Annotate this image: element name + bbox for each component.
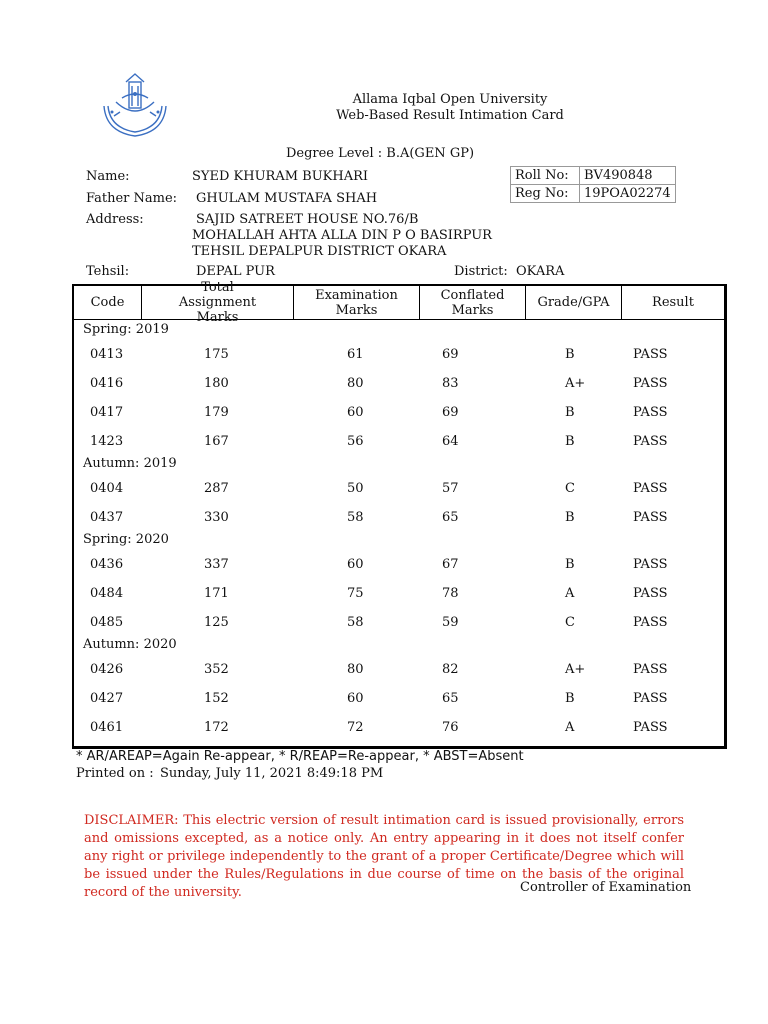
card-title: Web-Based Result Intimation Card (336, 108, 564, 123)
table-row (74, 369, 724, 398)
conflated-marks-cell: 57 (442, 481, 459, 496)
university-crest-icon (96, 72, 174, 142)
grade-cell: A+ (565, 662, 586, 677)
exam-marks-cell: 80 (347, 376, 364, 391)
assignment-marks-cell: 175 (204, 347, 229, 362)
father-name-label: Father Name: (86, 191, 178, 206)
controller-signatory: Controller of Examination (520, 880, 692, 895)
grade-cell: B (565, 405, 575, 420)
district-label: District: (454, 264, 508, 279)
reg-no-label: Reg No: (511, 185, 580, 203)
grade-cell: A+ (565, 376, 586, 391)
address-line-3: TEHSIL DEPALPUR DISTRICT OKARA (192, 244, 447, 259)
result-cell: PASS (633, 510, 668, 525)
table-row (74, 713, 724, 742)
conflated-marks-cell: 67 (442, 557, 459, 572)
assignment-marks-cell: 152 (204, 691, 229, 706)
grade-cell: B (565, 347, 575, 362)
exam-marks-cell: 56 (347, 434, 364, 449)
assignment-marks-cell: 172 (204, 720, 229, 735)
semester-heading: Autumn: 2019 (83, 456, 177, 471)
exam-marks-cell: 80 (347, 662, 364, 677)
result-cell: PASS (633, 662, 668, 677)
printed-on-label: Printed on : (76, 766, 154, 781)
roll-no-label: Roll No: (511, 167, 580, 185)
course-code-cell: 0484 (90, 586, 124, 601)
reg-no-value: 19POA02274 (580, 185, 676, 203)
printed-on-value: Sunday, July 11, 2021 8:49:18 PM (160, 766, 384, 781)
tehsil-value: DEPAL PUR (196, 264, 275, 279)
grade-cell: C (565, 615, 575, 630)
university-name: Allama Iqbal Open University (352, 92, 548, 107)
results-table (72, 280, 727, 749)
exam-marks-cell: 60 (347, 405, 364, 420)
table-row (74, 474, 724, 503)
assignment-marks-cell: 171 (204, 586, 229, 601)
result-cell: PASS (633, 720, 668, 735)
address-line-1: SAJID SATREET HOUSE NO.76/B (196, 212, 419, 227)
table-row (74, 427, 724, 456)
roll-reg-box (510, 166, 676, 203)
conflated-marks-cell: 69 (442, 405, 459, 420)
district-value: OKARA (516, 264, 565, 279)
table-row (74, 655, 724, 684)
conflated-marks-cell: 59 (442, 615, 459, 630)
table-row (74, 684, 724, 713)
grade-cell: B (565, 557, 575, 572)
roll-no-value: BV490848 (580, 167, 676, 185)
conflated-marks-cell: 65 (442, 691, 459, 706)
result-cell: PASS (633, 557, 668, 572)
result-cell: PASS (633, 691, 668, 706)
address-line-2: MOHALLAH AHTA ALLA DIN P O BASIRPUR (192, 228, 492, 243)
header-code: Code (74, 286, 142, 320)
semester-heading: Autumn: 2020 (83, 637, 177, 652)
assignment-marks-cell: 179 (204, 405, 229, 420)
grade-cell: B (565, 510, 575, 525)
result-cell: PASS (633, 434, 668, 449)
assignment-marks-cell: 352 (204, 662, 229, 677)
father-name: GHULAM MUSTAFA SHAH (196, 191, 378, 206)
tehsil-label: Tehsil: (86, 264, 130, 279)
student-name: SYED KHURAM BUKHARI (192, 169, 369, 184)
grade-cell: A (565, 720, 575, 735)
table-row (74, 503, 724, 532)
course-code-cell: 0413 (90, 347, 124, 362)
degree-level: Degree Level : B.A(GEN GP) (285, 146, 475, 161)
header-examination: Examination Marks (294, 286, 420, 320)
course-code-cell: 0461 (90, 720, 124, 735)
grade-cell: C (565, 481, 575, 496)
assignment-marks-cell: 167 (204, 434, 229, 449)
address-label: Address: (86, 212, 144, 227)
course-code-cell: 0426 (90, 662, 124, 677)
course-code-cell: 0427 (90, 691, 124, 706)
result-cell: PASS (633, 405, 668, 420)
exam-marks-cell: 58 (347, 615, 364, 630)
conflated-marks-cell: 78 (442, 586, 459, 601)
exam-marks-cell: 58 (347, 510, 364, 525)
header-grade: Grade/GPA (526, 286, 622, 320)
grade-cell: B (565, 691, 575, 706)
conflated-marks-cell: 65 (442, 510, 459, 525)
course-code-cell: 0416 (90, 376, 124, 391)
result-cell: PASS (633, 586, 668, 601)
assignment-marks-cell: 330 (204, 510, 229, 525)
grade-cell: B (565, 434, 575, 449)
table-row (74, 340, 724, 369)
course-code-cell: 1423 (90, 434, 124, 449)
header-conflated: Conflated Marks (420, 286, 526, 320)
result-cell: PASS (633, 615, 668, 630)
conflated-marks-cell: 76 (442, 720, 459, 735)
result-cell: PASS (633, 376, 668, 391)
conflated-marks-cell: 83 (442, 376, 459, 391)
table-row (74, 550, 724, 579)
disclaimer-text: DISCLAIMER: This electric version of result intimation card is issued provisionally, errors and omissions excepted, as a notice only. An entry appearing in it does not itself confer any right or privilege independently to the grant of a proper Certificate/Degree which will be issued under the Rules/Regulations in due course of time on the basis of the original record of the university. (84, 813, 684, 900)
exam-marks-cell: 75 (347, 586, 364, 601)
exam-marks-cell: 50 (347, 481, 364, 496)
table-row (74, 608, 724, 637)
semester-heading: Spring: 2019 (83, 322, 169, 337)
exam-marks-cell: 61 (347, 347, 364, 362)
result-cell: PASS (633, 481, 668, 496)
conflated-marks-cell: 69 (442, 347, 459, 362)
course-code-cell: 0436 (90, 557, 124, 572)
exam-marks-cell: 60 (347, 691, 364, 706)
conflated-marks-cell: 82 (442, 662, 459, 677)
header-total-assignment: Total Assignment Marks (142, 286, 294, 320)
result-cell: PASS (633, 347, 668, 362)
course-code-cell: 0417 (90, 405, 124, 420)
assignment-marks-cell: 337 (204, 557, 229, 572)
conflated-marks-cell: 64 (442, 434, 459, 449)
exam-marks-cell: 60 (347, 557, 364, 572)
name-label: Name: (86, 169, 130, 184)
course-code-cell: 0485 (90, 615, 124, 630)
legend-text: * AR/AREAP=Again Re-appear, * R/REAP=Re-appear, * ABST=Absent (76, 749, 524, 764)
assignment-marks-cell: 125 (204, 615, 229, 630)
grade-cell: A (565, 586, 575, 601)
assignment-marks-cell: 287 (204, 481, 229, 496)
course-code-cell: 0437 (90, 510, 124, 525)
course-code-cell: 0404 (90, 481, 124, 496)
table-row (74, 398, 724, 427)
header-result: Result (622, 286, 724, 320)
assignment-marks-cell: 180 (204, 376, 229, 391)
semester-heading: Spring: 2020 (83, 532, 169, 547)
exam-marks-cell: 72 (347, 720, 364, 735)
table-row (74, 579, 724, 608)
